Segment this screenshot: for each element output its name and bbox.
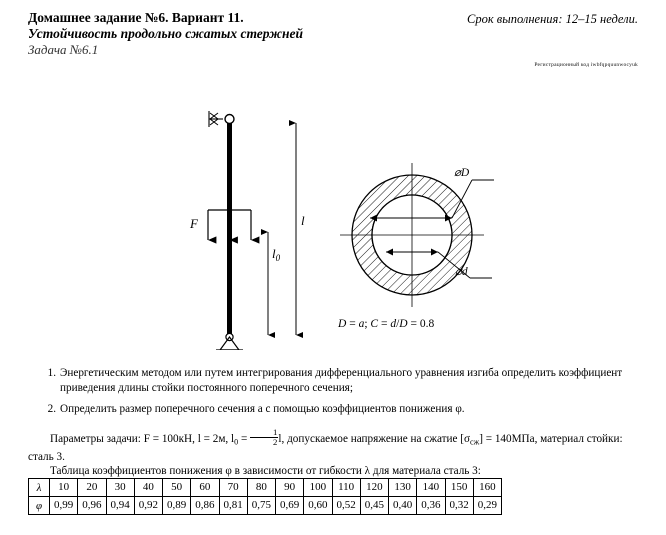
table-cell: 0,99 bbox=[50, 497, 78, 515]
figure-area bbox=[0, 100, 666, 350]
table-cell: 80 bbox=[247, 479, 275, 497]
force-label: F bbox=[190, 216, 198, 231]
table-cell: 70 bbox=[219, 479, 247, 497]
problem-parameters bbox=[28, 428, 643, 465]
row-header-phi: φ bbox=[29, 497, 50, 515]
params-l0-subscript: 0 bbox=[234, 437, 239, 447]
fraction-numerator: 1 bbox=[250, 428, 278, 438]
table-cell: 50 bbox=[163, 479, 191, 497]
sigma-subscript: сж bbox=[470, 437, 480, 447]
table-cell: 0,45 bbox=[360, 497, 388, 515]
task-text: Определить размер поперечного сечения a с помощью коэффициентов понижения φ. bbox=[60, 403, 465, 415]
table-cell: 0,40 bbox=[389, 497, 417, 515]
table-cell: 90 bbox=[276, 479, 304, 497]
registration-code: Регистрационный код iwbfqpquunwocyuk bbox=[534, 62, 638, 68]
list-item bbox=[42, 366, 642, 395]
table-cell: 150 bbox=[445, 479, 473, 497]
table-cell: 0,86 bbox=[191, 497, 219, 515]
table-cell: 0,75 bbox=[247, 497, 275, 515]
deadline-text: Срок выполнения: 12–15 недели. bbox=[467, 12, 638, 26]
params-mid: = bbox=[238, 433, 251, 446]
table-cell: 0,52 bbox=[332, 497, 360, 515]
table-cell: 0,92 bbox=[134, 497, 162, 515]
table-cell: 30 bbox=[106, 479, 134, 497]
params-after-fraction: l, допускаемое напряжение на сжатие [σ bbox=[278, 433, 471, 446]
table-cell: 40 bbox=[134, 479, 162, 497]
table-cell: 130 bbox=[389, 479, 417, 497]
outer-diameter-label: ⌀D bbox=[454, 167, 470, 179]
list-item bbox=[42, 402, 642, 417]
length-l0-label: $l_0$ bbox=[272, 246, 281, 263]
table-cell: 10 bbox=[50, 479, 78, 497]
table-cell: 0,96 bbox=[78, 497, 106, 515]
coefficients-table bbox=[28, 478, 502, 515]
params-tail: ] = 140МПа, материал стойки: сталь 3. bbox=[28, 433, 623, 464]
task-number: 1. bbox=[47, 367, 56, 379]
table-cell: 0,29 bbox=[473, 497, 501, 515]
row-header-lambda: λ bbox=[29, 479, 50, 497]
table-row bbox=[29, 497, 502, 515]
table-cell: 0,89 bbox=[163, 497, 191, 515]
inner-diameter-label: ⌀d bbox=[455, 266, 468, 278]
cross-section-diagram bbox=[337, 163, 494, 330]
task-list bbox=[42, 366, 642, 424]
table-caption: Таблица коэффициентов понижения φ в зависимости от гибкости λ для материала сталь 3: bbox=[50, 465, 481, 477]
table-cell: 0,36 bbox=[417, 497, 445, 515]
assignment-title: Домашнее задание №6. Вариант 11. bbox=[28, 10, 244, 25]
table-cell: 140 bbox=[417, 479, 445, 497]
table-cell: 110 bbox=[332, 479, 360, 497]
column-diagram bbox=[189, 111, 305, 350]
table-cell: 0,32 bbox=[445, 497, 473, 515]
table-cell: 0,69 bbox=[276, 497, 304, 515]
task-number: 2. bbox=[47, 403, 56, 415]
document-header bbox=[28, 10, 638, 68]
table-cell: 0,81 bbox=[219, 497, 247, 515]
table-cell: 0,94 bbox=[106, 497, 134, 515]
coefficients-table-wrapper bbox=[28, 478, 502, 515]
section-caption: D = a; C = d/D = 0.8 bbox=[338, 318, 435, 330]
one-half-fraction bbox=[250, 428, 278, 447]
assignment-subtitle: Устойчивость продольно сжатых стержней bbox=[28, 26, 304, 41]
table-cell: 120 bbox=[360, 479, 388, 497]
length-l-label: l bbox=[301, 213, 305, 228]
table-cell: 60 bbox=[191, 479, 219, 497]
task-text: Энергетическим методом или путем интегрирования дифференциального уравнения изгиба определить коэффициент приведения длины стойки постоянного поперечного сечения; bbox=[60, 367, 623, 394]
table-cell: 20 bbox=[78, 479, 106, 497]
table-cell: 160 bbox=[473, 479, 501, 497]
params-prefix: Параметры задачи: F = 100кН, l = 2м, l bbox=[50, 433, 235, 446]
problem-number: Задача №6.1 bbox=[28, 42, 99, 57]
fraction-denominator: 2 bbox=[273, 437, 278, 448]
table-cell: 100 bbox=[304, 479, 332, 497]
table-cell: 0,60 bbox=[304, 497, 332, 515]
table-row bbox=[29, 479, 502, 497]
